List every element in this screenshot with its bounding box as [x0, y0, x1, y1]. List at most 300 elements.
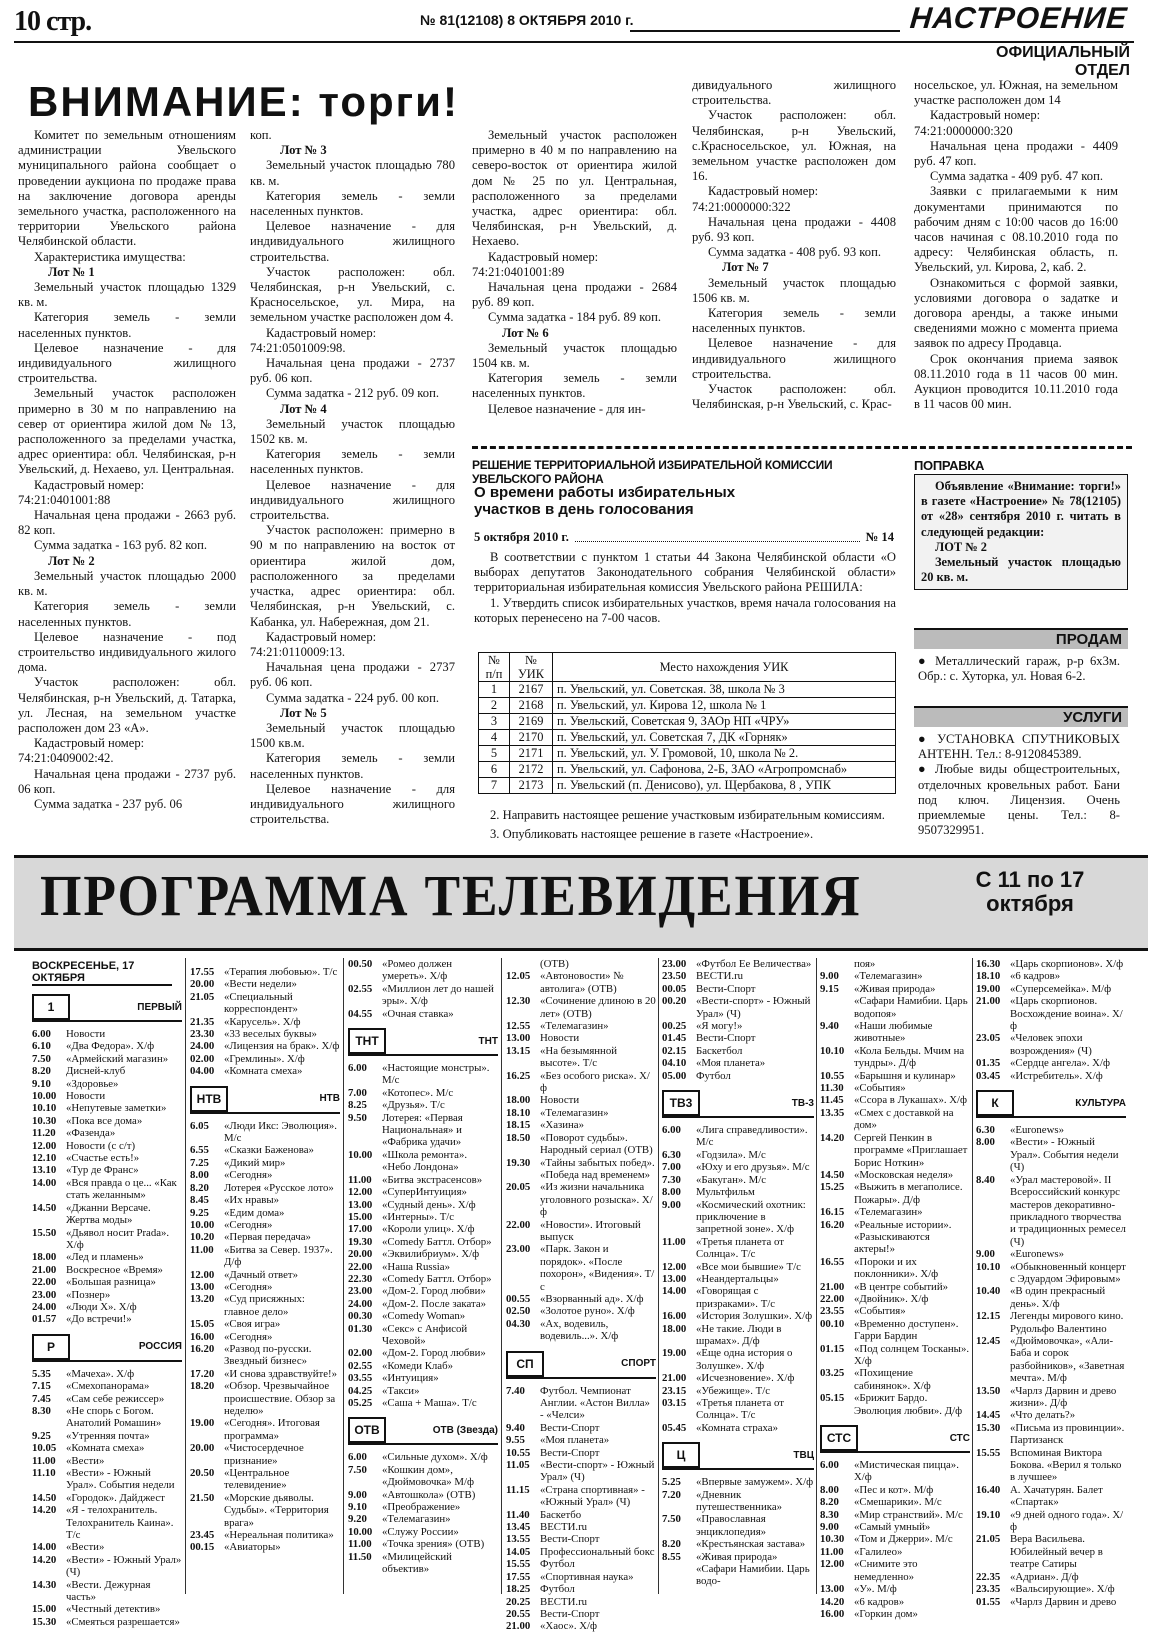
tv-time: 04.00 [190, 1065, 215, 1078]
tv-time: 23.35 [976, 1583, 1001, 1596]
tv-show: «Реальные истории». «Разыскиваются актеры!» [854, 1218, 952, 1256]
tv-time: 8.20 [820, 1496, 839, 1509]
tv-listing [820, 1293, 970, 1305]
tv-show: Футбол [696, 1069, 731, 1082]
tv-show: Сергей Пенкин в программе «Приглашает Борис Ноткин» [854, 1131, 968, 1169]
tv-time: 5.35 [32, 1367, 51, 1380]
tv-time: 9.00 [820, 970, 839, 983]
tv-show: «Третья планета от Солнца». Т/с [696, 1397, 784, 1422]
tv-listing [32, 1455, 182, 1467]
auction-paragraph: Категория земель - земли населенных пунктов. [250, 447, 455, 477]
tv-show: «Комната страха» [696, 1421, 778, 1434]
tv-show: «Обзор. Чрезвычайное происшествие. Обзор за неделю» [224, 1380, 336, 1417]
tv-show: «Истребитель». Х/ф [1010, 1069, 1103, 1082]
tv-listing [32, 1264, 182, 1276]
tv-time: 6.00 [662, 1124, 681, 1137]
tv-show: «Двойник». Х/ф [854, 1292, 929, 1305]
tv-time: 11.30 [820, 1082, 844, 1095]
tv-time: 01.55 [976, 1595, 1001, 1608]
tv-time: 12.45 [976, 1334, 1001, 1347]
tv-show: «Сегодня» [224, 1169, 273, 1182]
tv-show: «Все мои бывшие» Т/с [696, 1260, 801, 1273]
tv-listing [662, 1070, 814, 1082]
tv-show: «Короли улиц». Х/ф [382, 1223, 475, 1236]
tv-time: 03.25 [820, 1367, 845, 1380]
uik-number-cell: 2168 [510, 698, 553, 714]
column-separator [501, 958, 502, 1594]
tv-show: «Гремлины». Х/ф [224, 1052, 305, 1065]
tv-time: 14.05 [506, 1545, 531, 1558]
tv-listing [976, 970, 1126, 982]
tv-show: «Вести. Дежурная часть» [66, 1578, 151, 1604]
tv-listing [506, 1484, 656, 1509]
tv-show: «Московская неделя» [854, 1168, 954, 1181]
auction-paragraph: 74:21:0000000:322 [692, 199, 791, 214]
tv-listing [976, 1571, 1126, 1583]
tv-listing [820, 1392, 970, 1417]
tv-time: 16.20 [190, 1342, 215, 1355]
tv-listing [662, 1476, 814, 1488]
tv-time: 8.40 [976, 1173, 995, 1186]
services-item-2: ● Любые виды общестроительных, отделочных кровельных работ. Бани под ключ. Лицензия. Очень приемлемые цены. Тел.: 8-9507329951. [918, 762, 1120, 838]
tv-time: 7.00 [348, 1086, 367, 1099]
tv-show: «Неандертальцы» [696, 1272, 779, 1285]
tv-time: 7.50 [348, 1463, 367, 1476]
tv-show: «Еще одна история о Золушке». Х/ф [696, 1347, 793, 1372]
tv-show: «Новости». Итоговый выпуск [540, 1218, 641, 1243]
auction-paragraph: Начальная цена продажи - 4409 руб. 47 коп. [914, 138, 1118, 169]
page-number: 10 стр. [14, 6, 92, 37]
tv-column-7 [976, 958, 1126, 1608]
tv-listing [662, 970, 814, 982]
tv-time: 6.00 [348, 1062, 367, 1075]
auction-paragraph: Участок расположен: примерно в 90 м по направлению на восток от ориентира жилой дом, расположенного за пределами участка, адрес ориентира: обл. Челябинская, р-н Увельский, с. Кабанка, ул. Набережная, дом 21. [250, 523, 455, 629]
tv-listing [662, 1397, 814, 1422]
tv-show: Вести-Спорт [540, 1421, 600, 1434]
tv-show: «Сочинение длиною в 20 лет» (ОТВ) [540, 995, 656, 1020]
tv-show: «Сегодня» [224, 1218, 273, 1231]
tv-time: 03.55 [348, 1372, 373, 1385]
tv-listing [190, 1028, 340, 1040]
tv-show: ВЕСТИ.ru [540, 1595, 588, 1608]
tv-show: «Вся правда о це... «Как стать желанным» [66, 1176, 177, 1202]
tv-time: 04.10 [662, 1057, 687, 1070]
tv-show: «Комната смеха» [224, 1065, 303, 1078]
uik-number-cell: 2169 [510, 714, 553, 730]
tv-show: «Настоящие монстры». М/с [382, 1062, 490, 1087]
tv-show: Мультфильм [696, 1186, 755, 1199]
tv-time: 13.50 [976, 1384, 1001, 1397]
channel-name: ТВ-3 [791, 1097, 814, 1109]
tv-show: «История Золушки». Х/ф [696, 1310, 813, 1323]
auction-paragraph: Участок расположен: обл. Челябинская, р-н Увельский, с. Крас- [692, 382, 896, 412]
newspaper-brand: НАСТРОЕНИЕ [908, 2, 1129, 35]
tv-listing [976, 1261, 1126, 1286]
tv-listing [506, 1070, 656, 1095]
tv-show: «Без особого риска». Х/ф [540, 1069, 650, 1095]
tv-listing [506, 1107, 656, 1119]
tv-time: 8.20 [190, 1181, 209, 1194]
uik-place-cell: п. Увельский, ул. Советская. 38, школа № 3 [553, 682, 896, 698]
auction-paragraph: Сумма задатка - 409 руб. 47 коп. [930, 169, 1103, 184]
tv-time: 8.00 [820, 1483, 839, 1496]
tv-column-1 [32, 960, 182, 1628]
decision-item-2: 2. Направить настоящее решение участковым избирательным комиссиям. [490, 808, 885, 822]
tv-show: «9 дней одного года». Х/ф [1010, 1508, 1124, 1534]
tv-show: «Мачеха». Х/ф [66, 1367, 135, 1380]
tv-listing [506, 1157, 656, 1182]
tv-listing [662, 1161, 814, 1173]
tv-time: 24.00 [190, 1040, 215, 1053]
auction-paragraph: коп. [250, 128, 272, 142]
tv-listing [190, 1120, 340, 1145]
tv-listing [976, 1409, 1126, 1421]
tv-time: 11.40 [506, 1508, 530, 1521]
tv-show: «Специальный корреспондент» [224, 990, 298, 1016]
tv-show: «Убежище». Т/с [696, 1384, 771, 1397]
tv-time: 17.55 [506, 1570, 531, 1583]
tv-column-3 [348, 958, 498, 1575]
tv-time: 18.00 [32, 1251, 57, 1264]
tv-listing [32, 1251, 182, 1263]
tv-time: 15.55 [506, 1558, 531, 1571]
auction-column-1 [18, 128, 236, 812]
tv-listing [348, 1360, 498, 1372]
header-divider [14, 41, 1134, 43]
auction-paragraph: 74:21:0401001:89 [472, 264, 565, 279]
tv-time: 14.50 [820, 1168, 845, 1181]
tv-time: 13.00 [662, 1272, 687, 1285]
channel-logo-icon: СТС [820, 1425, 858, 1451]
tv-listing [348, 1501, 498, 1513]
tv-listing [348, 1347, 498, 1359]
tv-listing [976, 1248, 1126, 1260]
tv-listing [190, 1529, 340, 1541]
lot-heading: Лот № 6 [502, 325, 549, 340]
tv-listing [506, 970, 656, 995]
tv-time: 9.00 [976, 1248, 995, 1261]
tv-time: 04.30 [506, 1317, 531, 1330]
tv-time: 10.55 [820, 1069, 845, 1082]
auction-paragraph: Участок расположен: обл. Челябинская, р-н Увельский, с. Красносельское, ул. Мира, на земельном участке расположен дом 4. [250, 264, 455, 325]
tv-show: «Смехопанорама» [66, 1380, 150, 1393]
tv-time: 15.30 [32, 1615, 57, 1628]
auction-paragraph: Кадастровый номер: [34, 477, 145, 492]
tv-show: Вспоминая Виктора Бокова. «Верил я только в лучшее» [1010, 1446, 1122, 1484]
tv-time: 20.55 [506, 1607, 531, 1620]
tv-show: «Дом-2. После заката» [382, 1297, 487, 1310]
tv-time: 10.40 [976, 1285, 1001, 1298]
tv-show: «Горкин дом» [854, 1607, 918, 1620]
auction-paragraph: 74:21:0409002:42. [18, 751, 114, 766]
tv-listing [662, 1020, 814, 1032]
uik-place-cell: п. Увельский, ул. Кирова 12, школа № 1 [553, 698, 896, 714]
tv-listing [348, 1372, 498, 1384]
tv-time: 12.00 [32, 1139, 57, 1152]
tv-time: 02.00 [190, 1052, 215, 1065]
tv-show: «Смех с доставкой на дом» [854, 1106, 954, 1132]
tv-listing [976, 1335, 1126, 1385]
tv-listing [662, 1045, 814, 1057]
channel-header [976, 1090, 1126, 1118]
tv-time: 00.55 [506, 1292, 531, 1305]
tv-listing [662, 1551, 814, 1588]
tv-time: 9.55 [506, 1434, 525, 1447]
tv-time: 14.20 [32, 1504, 57, 1517]
channel-name: ТНТ [478, 1035, 498, 1047]
tv-listing [506, 1558, 656, 1570]
tv-listing [506, 958, 656, 970]
tv-show: «Галилео» [854, 1545, 903, 1558]
tv-time: 9.40 [820, 1020, 839, 1033]
tv-listing [190, 978, 340, 990]
tv-show: «Брижит Бардо. Эволюция любви». Д/ф [854, 1392, 963, 1417]
tv-listing [190, 1541, 340, 1553]
decision-footer [474, 808, 896, 842]
tv-listing [348, 1451, 498, 1463]
tv-time: 12.05 [506, 970, 531, 983]
tv-time: 6.00 [32, 1028, 51, 1040]
auction-paragraph: Целевое назначение - для индивидуального жилищного строительства. [692, 336, 896, 381]
tv-time: 9.25 [190, 1206, 209, 1219]
tv-show: «Дневник путешественника» [696, 1488, 783, 1514]
tv-show: «Большая разница» [66, 1276, 156, 1289]
tv-show: «Сегодня» [224, 1330, 273, 1343]
row-index-cell: 1 [479, 682, 510, 698]
tv-listing [348, 1062, 498, 1087]
tv-show: «Ссора в Лукашах». Х/ф [854, 1094, 968, 1107]
tv-time: 6.10 [32, 1040, 51, 1053]
tv-listing [976, 1057, 1126, 1069]
tv-listing [820, 1082, 970, 1094]
tv-listing [662, 958, 814, 970]
tv-listing [190, 1293, 340, 1318]
tv-listing [662, 1310, 814, 1322]
tv-show: «Джанни Версаче. Жертва моды» [66, 1201, 151, 1227]
tv-time: 14.20 [820, 1131, 845, 1144]
auction-paragraph: Земельный участок площадью 1329 кв. м. [18, 280, 236, 310]
tv-time: 17.20 [190, 1367, 215, 1380]
decision-title [474, 484, 894, 518]
tv-time: 16.00 [190, 1330, 215, 1343]
tv-listing [32, 1541, 182, 1553]
tv-time: 14.00 [662, 1285, 687, 1298]
tv-time: 05.25 [348, 1397, 373, 1409]
tv-time: 12.15 [976, 1310, 1001, 1323]
tv-time: 11.00 [662, 1235, 686, 1248]
tv-time: 13.15 [506, 1044, 531, 1057]
tv-listing [662, 1538, 814, 1550]
auction-paragraph: Начальная цена продажи - 4408 руб. 93 коп. [692, 214, 896, 245]
lot-heading: Лот № 4 [280, 401, 327, 416]
tv-listing [348, 1464, 498, 1489]
auction-column-5 [914, 78, 1118, 412]
tv-show: «События» [854, 1082, 906, 1095]
tv-time: 12.10 [32, 1152, 57, 1165]
auction-paragraph: Характеристика имущества: [34, 249, 186, 264]
table-row [479, 730, 896, 746]
tv-show: «Страна спортивная» - «Южный Урал» (Ч) [540, 1483, 645, 1509]
tv-listing [820, 1181, 970, 1206]
tv-time: 00.05 [662, 982, 687, 995]
column-separator [816, 958, 817, 1594]
tv-time: 02.15 [662, 1044, 687, 1057]
uik-place-cell: п. Увельский (п. Денисово), ул. Щербакова, 8 , УПК [553, 778, 896, 794]
tv-listing [976, 1032, 1126, 1057]
tv-time: 8.00 [662, 1186, 681, 1199]
tv-time: 7.00 [662, 1161, 681, 1174]
tv-show: «Человек эпохи возрождения» (Ч) [1010, 1032, 1092, 1057]
tv-time: 12.00 [190, 1268, 215, 1281]
tv-time: 10.10 [32, 1102, 57, 1115]
tv-show: «Урал мастеровой». II Всероссийский конкурс мастеров декоративно-прикладного творчества и традиционных ремесел (Ч) [1010, 1173, 1126, 1248]
tv-listing [32, 1616, 182, 1628]
tv-show: «Друзья». Т/с [382, 1099, 445, 1112]
tv-time: 16.20 [820, 1218, 845, 1231]
tv-time: 15.55 [976, 1446, 1001, 1459]
tv-show: «Годзила». М/с [696, 1148, 766, 1161]
tv-show: А. Хачатурян. Балет «Спартак» [1010, 1483, 1103, 1509]
tv-column-5 [662, 958, 814, 1588]
tv-show: «Школа ремонта». «Небо Лондона» [382, 1148, 468, 1174]
tv-listing [190, 1281, 340, 1293]
tv-show: «Комеди Клаб» [382, 1359, 453, 1372]
lot-heading: Лот № 1 [48, 264, 95, 279]
auction-paragraph: Категория земель - земли населенных пунктов. [18, 310, 236, 340]
tv-time: 11.15 [506, 1483, 530, 1496]
tv-listing [976, 983, 1126, 995]
tv-listing [348, 1551, 498, 1576]
tv-time: 14.45 [976, 1409, 1001, 1422]
tv-time: 14.50 [32, 1491, 57, 1504]
tv-time: 18.00 [506, 1094, 531, 1107]
tv-show: «Телемагазин» [854, 1206, 923, 1219]
tv-listing [662, 1385, 814, 1397]
tv-listing [820, 1583, 970, 1595]
auction-paragraph: Земельный участок площадью 1506 кв. м. [692, 275, 896, 305]
tv-show: «Первая передача» [224, 1231, 311, 1244]
tv-listing [348, 1211, 498, 1223]
tv-column-6 [820, 958, 970, 1620]
tv-listing [506, 1509, 656, 1521]
tv-listing [32, 1301, 182, 1313]
tv-show: Лотерея: «Первая Национальная» и «Фабрика удачи» [382, 1111, 463, 1149]
correction-lot: ЛОТ № 2 [935, 539, 987, 554]
tv-time: 23.50 [662, 970, 687, 983]
tv-time: 05.45 [662, 1421, 687, 1434]
tv-show: Футбол [540, 1583, 575, 1596]
tv-listing [976, 1533, 1126, 1570]
correction-lot-text: Земельный участок площадью 20 кв. м. [921, 555, 1121, 585]
tv-show: Вести-Спорт [540, 1607, 600, 1620]
tv-column-2 [190, 966, 340, 1554]
tv-time: 21.00 [506, 1620, 531, 1633]
tv-time: 9.20 [348, 1513, 367, 1526]
tv-show: «Битва за Север. 1937». Д/ф [224, 1243, 333, 1269]
auction-paragraph: 74:21:0401001:88 [18, 492, 111, 507]
channel-logo-icon: СП [506, 1351, 544, 1377]
tv-show: «Утренняя почта» [66, 1429, 150, 1442]
decision-title-line-1: О времени работы избирательных [474, 484, 736, 501]
tv-time: 20.00 [190, 1442, 215, 1455]
tv-show: Вести-Спорт [540, 1533, 600, 1546]
tv-listing [820, 1343, 970, 1368]
column-separator [343, 958, 344, 1594]
tv-show: «Вести» - Южный Урал». События недели (Ч) [1010, 1136, 1119, 1174]
tv-listing [190, 1219, 340, 1231]
tv-show: «Служу России» [382, 1525, 459, 1538]
tv-listing [820, 1094, 970, 1106]
tv-time: 11.50 [348, 1550, 372, 1563]
tv-show: «Говорящая с призраками». Т/с [696, 1285, 776, 1310]
tv-time: 9.00 [348, 1488, 367, 1501]
channel-name: ПЕРВЫЙ [137, 1001, 182, 1013]
tv-listing [662, 1273, 814, 1285]
tv-show: «Барышня и кулинар» [854, 1069, 956, 1082]
tv-show: «Крестьянская застава» [696, 1538, 806, 1551]
channel-header [348, 1417, 498, 1445]
tv-listing [348, 1538, 498, 1550]
tv-listing [348, 1223, 498, 1235]
tv-time: 7.25 [190, 1156, 209, 1169]
tv-show: «Автоновости» № автолига» (ОТВ) [540, 970, 624, 995]
tv-listing [662, 1261, 814, 1273]
tv-show: «Не такие. Люди в шрамах». Д/ф [696, 1322, 782, 1347]
tv-time: 10.00 [32, 1090, 57, 1103]
tv-show: «Счастье есть!» [66, 1152, 140, 1165]
tv-show: «Под солнцем Тосканы». Х/ф [854, 1342, 970, 1367]
tv-show: «Юху и его друзья». М/с [696, 1161, 810, 1174]
tv-time: 23.00 [662, 958, 687, 970]
tv-listing [190, 1169, 340, 1181]
channel-name: КУЛЬТУРА [1075, 1097, 1126, 1109]
tv-show: «Кошкин дом», «Дюймовочка» М/ф [382, 1463, 474, 1489]
auction-paragraph: дивидуального жилищного строительства. [692, 78, 896, 108]
tv-show: «Лед и пламень» [66, 1251, 144, 1264]
correction-box [914, 474, 1128, 590]
tv-listing [662, 1422, 814, 1434]
tv-time: 13.10 [32, 1164, 57, 1177]
tv-show: «Я могу!» [696, 1020, 743, 1033]
tv-listing [976, 995, 1126, 1032]
tv-show: «33 веселых буквы» [224, 1028, 317, 1041]
tv-program-title: ПРОГРАММА ТЕЛЕВИДЕНИЯ [40, 863, 862, 928]
tv-time: 19.00 [662, 1347, 687, 1360]
auction-paragraph: Целевое назначение - под строительство индивидуального жилого дома. [18, 629, 236, 675]
tv-show: «Лицензия на брак». Х/ф [224, 1040, 340, 1053]
decision-header: РЕШЕНИЕ ТЕРРИТОРИАЛЬНОЙ ИЗБИРАТЕЛЬНОЙ КОМИССИИ УВЕЛЬСКОГО РАЙОНА [472, 458, 833, 486]
tv-show: «Сегодня» [224, 1280, 273, 1293]
tv-time: 15.05 [190, 1318, 215, 1331]
tv-time: 6.05 [190, 1119, 209, 1132]
channel-header [662, 1090, 814, 1118]
tv-time: 23.55 [820, 1305, 845, 1318]
tv-listing [662, 1323, 814, 1348]
tv-show: «Автошкола» (ОТВ) [382, 1488, 476, 1501]
services-header: УСЛУГИ [914, 706, 1128, 727]
tv-time: 12.55 [506, 1020, 531, 1033]
tv-listing [348, 1273, 498, 1285]
tv-time: 22.00 [506, 1218, 531, 1231]
tv-show: «СуперИнтуиция» [382, 1186, 467, 1199]
tv-listing [348, 1008, 498, 1020]
tv-time: 00.30 [348, 1310, 373, 1323]
tv-listing [190, 1380, 340, 1417]
column-separator [658, 958, 659, 1594]
tv-time: 13.20 [190, 1293, 215, 1306]
tv-show: «Сказки Баженова» [224, 1144, 314, 1157]
tv-time: 7.30 [662, 1173, 681, 1186]
